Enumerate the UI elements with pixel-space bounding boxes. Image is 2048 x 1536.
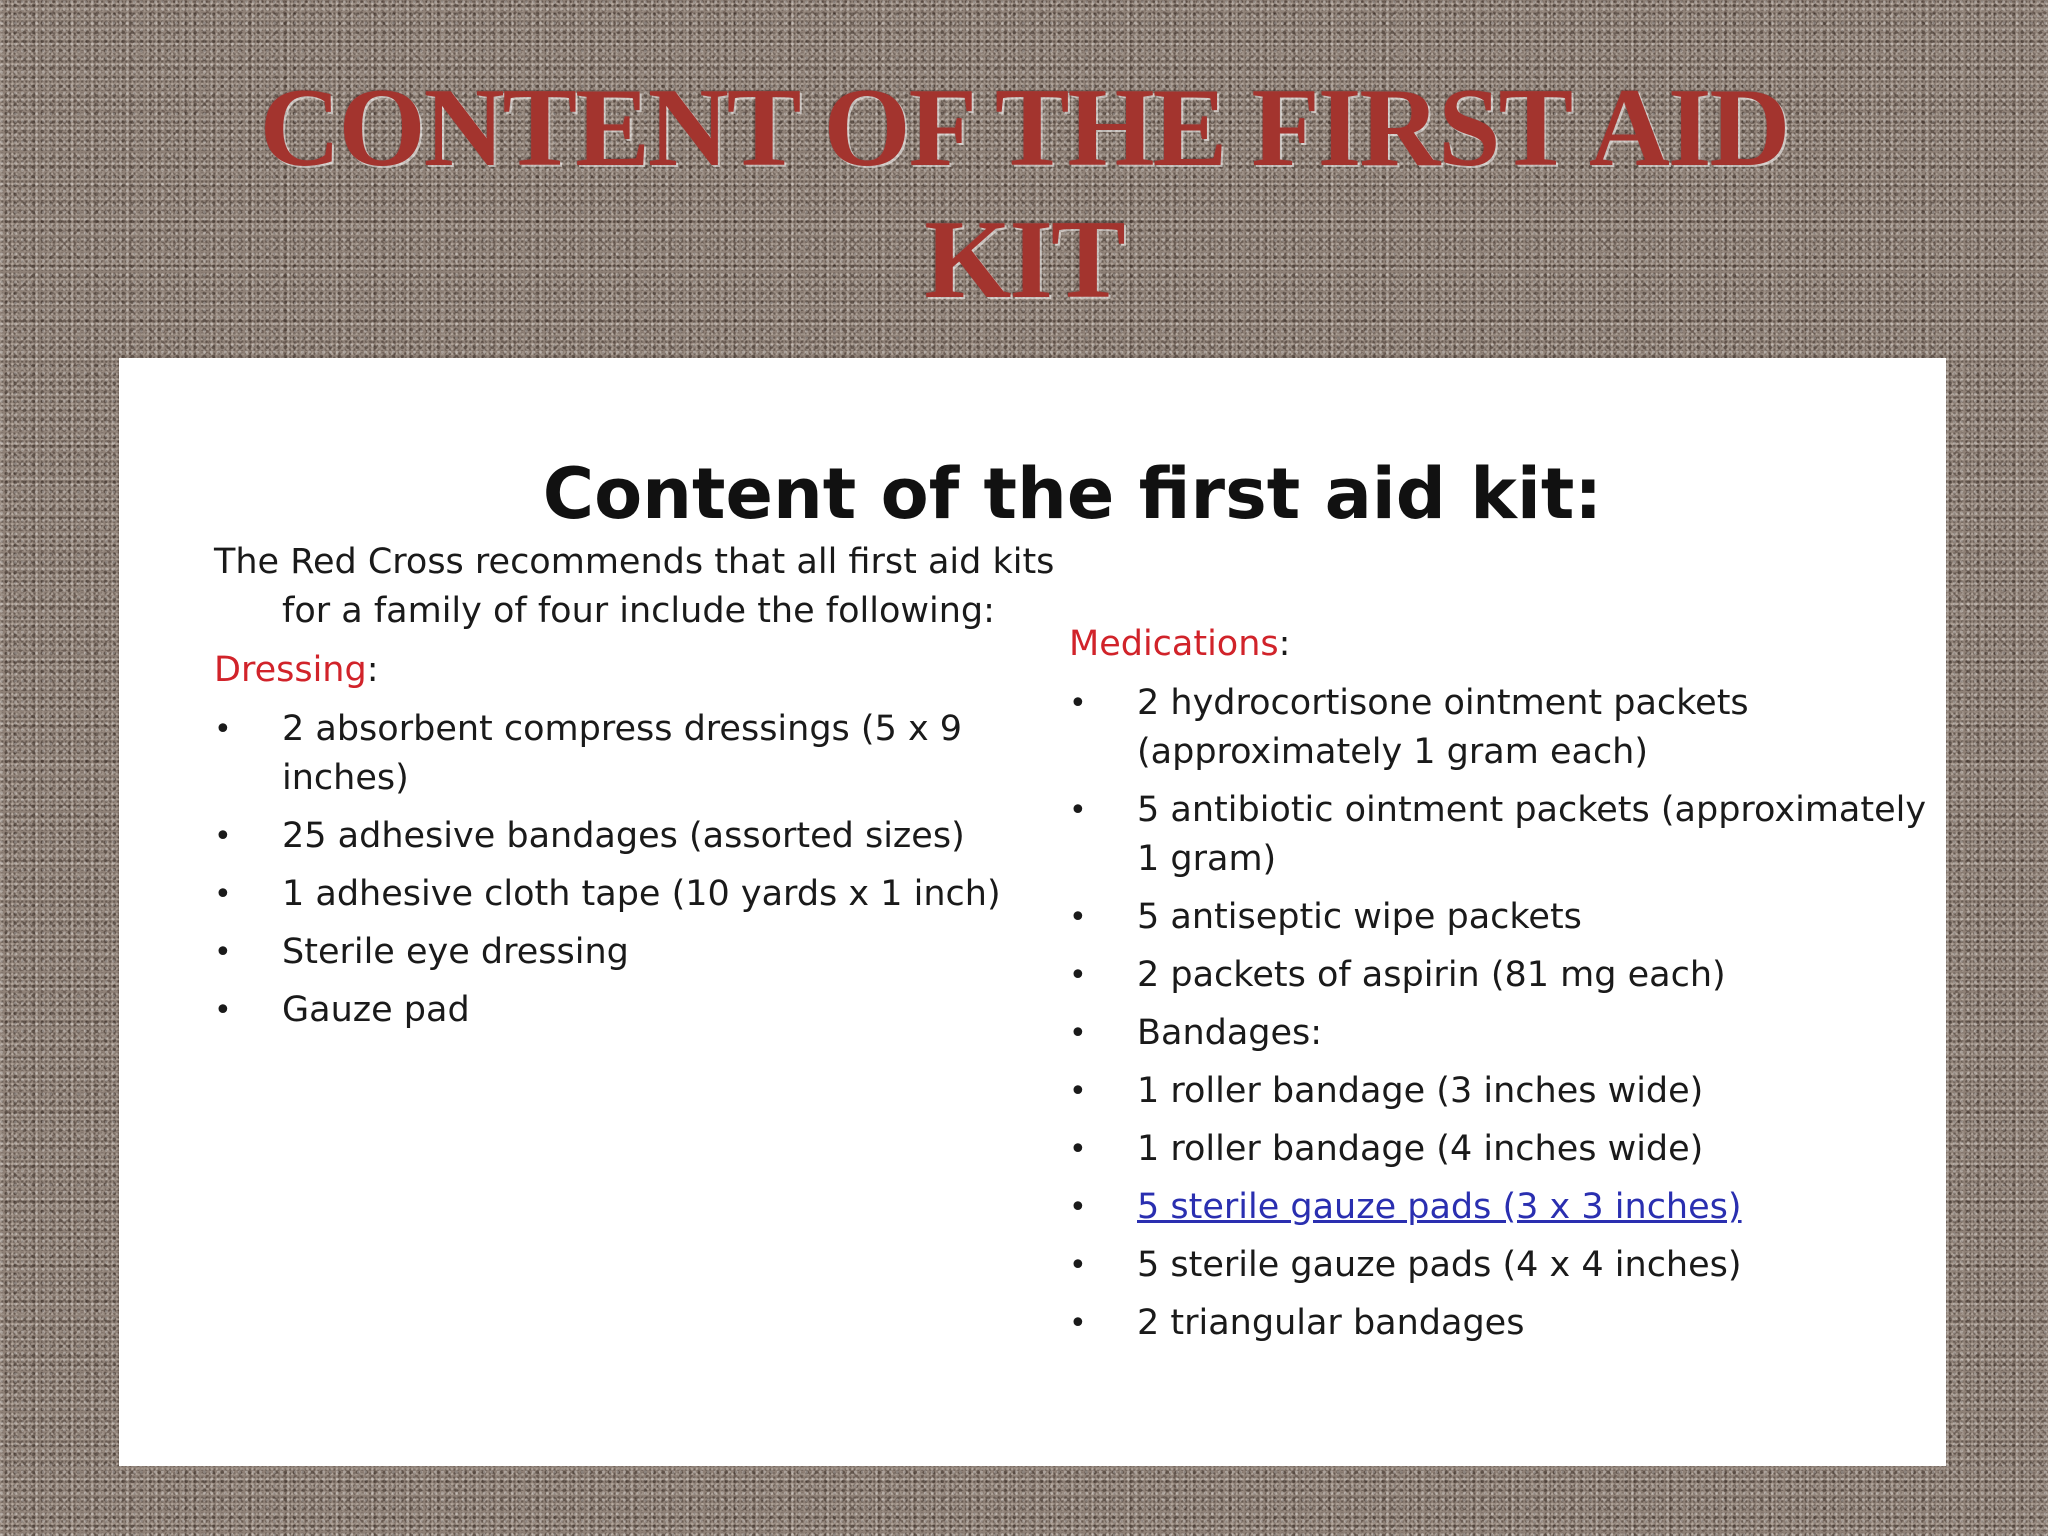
list-item [214,928,1094,977]
list-item-text: 1 roller bandage (4 inches wide) [1137,1129,1704,1169]
list-item [1069,893,1929,942]
bullet-icon: • [1069,958,1087,993]
bullet-icon: • [1069,1074,1087,1109]
bullet-icon: • [1069,1132,1087,1167]
slide-title-line-1: CONTENT OF THE FIRST AID [259,66,1789,190]
bullet-icon: • [1069,793,1087,828]
list-item [1069,1067,1929,1116]
list-item [1069,1299,1929,1348]
list-item [214,986,1094,1035]
list-item [214,705,1094,803]
list-item-text: 2 packets of aspirin (81 mg each) [1137,955,1726,995]
list-item-text: 1 roller bandage (3 inches wide) [1137,1071,1704,1111]
list-item [1069,1125,1929,1174]
list-item-text: 2 hydrocortisone ointment packets (approximately 1 gram each) [1137,683,1749,772]
medications-list [1069,679,1929,1348]
medications-label: Medications [1069,624,1279,664]
list-item-text: Gauze pad [282,990,470,1030]
content-panel [119,358,1946,1466]
list-item [1069,679,1929,777]
list-item-text: 5 antiseptic wipe packets [1137,897,1582,937]
list-item-text: 2 absorbent compress dressings (5 x 9 inches) [282,709,963,798]
bullet-icon: • [214,712,232,747]
medications-label-colon: : [1278,624,1291,664]
bullet-icon: • [1069,900,1087,935]
list-item [1069,1241,1929,1290]
list-item-text: 5 sterile gauze pads (4 x 4 inches) [1137,1245,1742,1285]
list-item-text: 5 antibiotic ointment packets (approximately 1 gram) [1137,790,1927,879]
bullet-icon: • [1069,1190,1087,1225]
left-column [214,538,1094,1044]
dressing-list [214,705,1094,1035]
bullet-icon: • [214,935,232,970]
list-item [1069,1183,1929,1232]
list-item-text: 2 triangular bandages [1137,1303,1525,1343]
list-item [214,870,1094,919]
gauze-pads-link[interactable]: 5 sterile gauze pads (3 x 3 inches) [1137,1187,1742,1227]
bullet-icon: • [1069,686,1087,721]
panel-heading: Content of the first aid kit: [542,453,1603,535]
bullet-icon: • [1069,1306,1087,1341]
bullet-icon: • [1069,1248,1087,1283]
dressing-label-colon: : [366,650,379,690]
medications-section-label [1069,620,1929,669]
list-item-text: 25 adhesive bandages (assorted sizes) [282,816,965,856]
list-item [1069,951,1929,1000]
intro-text: The Red Cross recommends that all first aid kits for a family of four include the following: [214,542,1055,631]
dressing-label: Dressing [214,650,367,690]
bullet-icon: • [214,819,232,854]
list-item-text: Bandages: [1137,1013,1323,1053]
bullet-icon: • [1069,1016,1087,1051]
bullet-icon: • [214,877,232,912]
list-item [214,812,1094,861]
slide-title-line-2: KIT [924,198,1124,322]
list-item [1069,1009,1929,1058]
bullet-icon: • [214,993,232,1028]
list-item [1069,786,1929,884]
slide-title [0,62,2048,326]
list-item-text: Sterile eye dressing [282,932,629,972]
list-item-text: 1 adhesive cloth tape (10 yards x 1 inch) [282,874,1001,914]
right-column [1069,620,1929,1357]
dressing-section-label [214,646,1094,695]
